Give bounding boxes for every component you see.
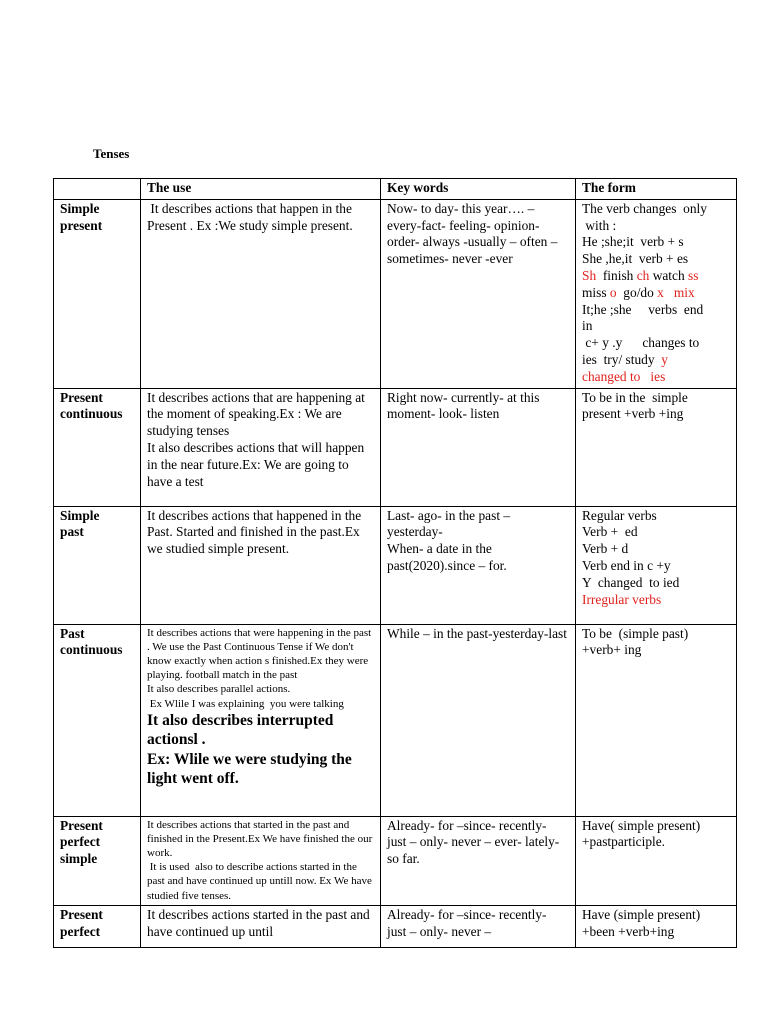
form-cell (576, 506, 737, 624)
form-line (582, 642, 730, 659)
form-highlight: changed to ies (582, 368, 666, 384)
form-text: The verb changes only (582, 200, 707, 216)
form-line (582, 524, 730, 541)
form-text: Verb end in c +y (582, 557, 671, 573)
form-line (582, 406, 730, 423)
form-text: with : (582, 217, 617, 233)
table-row (54, 905, 737, 947)
form-cell (576, 905, 737, 947)
table-row (54, 388, 737, 506)
tense-name: Simple past (54, 506, 141, 624)
form-cell (576, 388, 737, 506)
form-text: go/do (616, 284, 658, 300)
form-highlight: ss (688, 267, 699, 283)
table-row (54, 199, 737, 388)
form-line (582, 592, 730, 609)
form-line (582, 558, 730, 575)
form-line (582, 318, 730, 335)
form-cell (576, 199, 737, 388)
form-line (582, 251, 730, 268)
keywords-cell: Last- ago- in the past – yesterday- When- a date in the past(2020).since – for. (381, 506, 576, 624)
form-text: +pastparticiple. (582, 834, 666, 850)
form-text: He ;she;it verb + s (582, 234, 684, 250)
form-text: Have( simple present) (582, 817, 701, 833)
form-cell (576, 816, 737, 905)
form-text: miss (582, 284, 610, 300)
use-cell: It describes actions that happen in the Present . Ex :We study simple present. (141, 199, 381, 388)
use-cell: It describes actions that were happening in the past . We use the Past Continuous Tense if We don't know exactly when action s finished.Ex they were playing. football match in the past It also describes parallel actions. Ex Wlile I was explaining you were talking It also describes interrupted actionsl . Ex: Wlile we were studying the light went off. (141, 624, 381, 816)
form-highlight: Irregular verbs (582, 591, 662, 607)
tense-name: Simple present (54, 199, 141, 388)
form-text: It;he ;she verbs end (582, 301, 704, 317)
keywords-cell: Now- to day- this year…. – every-fact- feeling- opinion-order- always -usually – often – sometimes- never -ever (381, 199, 576, 388)
form-text: Y changed to ied (582, 574, 680, 590)
form-line (582, 302, 730, 319)
form-line (582, 834, 730, 851)
form-line (582, 575, 730, 592)
form-text: +been +verb+ing (582, 923, 675, 939)
form-highlight: ch (636, 267, 650, 283)
keywords-cell: Right now- currently- at this moment- look- listen (381, 388, 576, 506)
form-text: Verb + ed (582, 524, 638, 540)
page-title: Tenses (93, 146, 130, 161)
form-line (582, 335, 730, 352)
form-text: in (582, 318, 593, 334)
form-text: To be (simple past) (582, 625, 689, 641)
form-line (582, 924, 730, 941)
form-line (582, 352, 730, 369)
form-text: ies try/ study (582, 351, 662, 367)
use-cell: It describes actions that happened in the Past. Started and finished in the past.Ex we studied simple present. (141, 506, 381, 624)
header-keywords: Key words (381, 179, 576, 200)
form-text: Verb + d (582, 541, 629, 557)
form-line (582, 201, 730, 218)
form-line (582, 541, 730, 558)
form-text: She ,he,it verb + es (582, 251, 689, 267)
tenses-table (53, 178, 737, 948)
table-row (54, 624, 737, 816)
form-line (582, 907, 730, 924)
form-text: watch (649, 267, 689, 283)
form-highlight: Sh (582, 267, 597, 283)
keywords-cell: While – in the past-yesterday-last (381, 624, 576, 816)
form-text: +verb+ ing (582, 642, 642, 658)
use-cell: It describes actions that are happening at the moment of speaking.Ex : We are studying tenses It also describes actions that will happen in the near future.Ex: We are going to have a test (141, 388, 381, 506)
form-highlight: x mix (657, 284, 695, 300)
form-cell (576, 624, 737, 816)
header-row (54, 179, 737, 200)
form-line (582, 390, 730, 407)
header-form: The form (576, 179, 737, 200)
use-cell: It describes actions that started in the past and finished in the Present.Ex We have finished the our work. It is used also to describe actions started in the past and have continued up untill now. Ex We have studied five tenses. (141, 816, 381, 905)
tense-name: Past continuous (54, 624, 141, 816)
form-text: Regular verbs (582, 507, 657, 523)
form-line (582, 818, 730, 835)
form-text: c+ y .y changes to (582, 335, 700, 351)
tense-name: Present perfect simple (54, 816, 141, 905)
table-row (54, 816, 737, 905)
form-line (582, 285, 730, 302)
form-line (582, 369, 730, 386)
tense-name: Present continuous (54, 388, 141, 506)
form-highlight: y (661, 351, 668, 367)
header-use: The use (141, 179, 381, 200)
form-highlight: o (609, 284, 617, 300)
form-line (582, 508, 730, 525)
form-text: present +verb +ing (582, 406, 684, 422)
table-row (54, 506, 737, 624)
form-line (582, 268, 730, 285)
tense-name: Present perfect (54, 905, 141, 947)
keywords-cell: Already- for –since- recently- just – only- never – (381, 905, 576, 947)
form-text: To be in the simple (582, 389, 688, 405)
header-blank (54, 179, 141, 200)
keywords-cell: Already- for –since- recently- just – only- never – ever- lately- so far. (381, 816, 576, 905)
form-line (582, 218, 730, 235)
form-text: Have (simple present) (582, 906, 701, 922)
form-line (582, 626, 730, 643)
use-cell: It describes actions started in the past and have continued up until (141, 905, 381, 947)
form-text: finish (596, 267, 637, 283)
form-line (582, 234, 730, 251)
